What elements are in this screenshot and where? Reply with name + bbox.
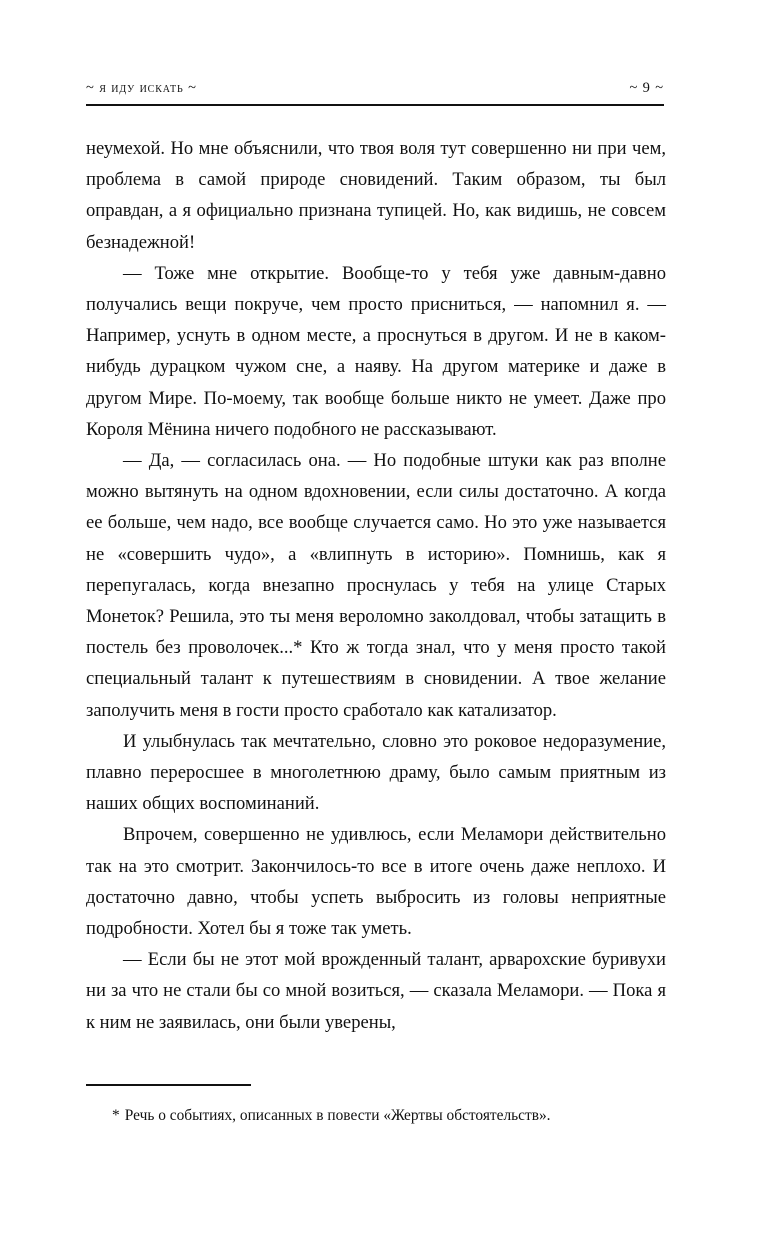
footnote-text: Речь о событиях, описанных в повести «Жертвы обстоятельств».	[124, 1107, 551, 1124]
paragraph: — Если бы не этот мой врожденный талант, арварохские буривухи ни за что не стали бы со мной возиться, — сказала Меламори. — Пока я к ним не заявилась, они были уверены,	[86, 949, 666, 1033]
paragraph: неумехой. Но мне объяснили, что твоя воля тут совершенно ни при чем, проблема в самой природе сновидений. Таким образом, ты был оправдан, а я официально признана тупицей. Но, как видишь, не совсем безнадежной!	[86, 138, 666, 253]
paragraph: — Да, — согласилась она. — Но подобные штуки как раз вполне можно вытянуть на одном вдохновении, если силы достаточно. А когда ее больше, чем надо, все вообще случается само. Но это уже называется не «совершить чудо», а «влипнуть в историю». Помнишь, как я перепугалась, когда внезапно проснулась у тебя на улице Старых Монеток? Решила, это ты меня вероломно заколдовал, чтобы затащить в постель без проволочек...* Кто ж тогда знал, что у меня просто такой специальный талант к путешествиям в сновидении. А твое желание заполучить меня в гости просто сработало как катализатор.	[86, 450, 666, 721]
header-divider	[86, 104, 664, 106]
footnote	[86, 1105, 666, 1127]
paragraph: — Тоже мне открытие. Вообще-то у тебя уже давным-давно получались вещи покруче, чем просто присниться, — напомнил я. — Например, уснуть в одном месте, а проснуться в другом. И не в каком-нибудь дурацком чужом сне, а наяву. На другом материке и даже в другом Мире. По-моему, так вообще больше никто не умеет. Даже про Короля Мёнина ничего подобного не рассказывают.	[86, 262, 666, 440]
running-title: ~ я иду искать ~	[86, 80, 197, 96]
paragraph: И улыбнулась так мечтательно, словно это роковое недоразумение, плавно переросшее в многолетнюю драму, было самым приятным из наших общих воспоминаний.	[86, 730, 666, 815]
body-text	[86, 133, 666, 1038]
footnote-marker: *	[112, 1107, 121, 1124]
footnote-divider	[86, 1084, 251, 1086]
page-number: ~ 9 ~	[629, 80, 664, 96]
paragraph: Впрочем, совершенно не удивлюсь, если Меламори действительно так на это смотрит. Закончилось-то все в итоге очень даже неплохо. И достаточно давно, чтобы успеть выбросить из головы неприятные подробности. Хотел бы я тоже так уметь.	[86, 824, 666, 940]
page-header	[86, 80, 664, 97]
